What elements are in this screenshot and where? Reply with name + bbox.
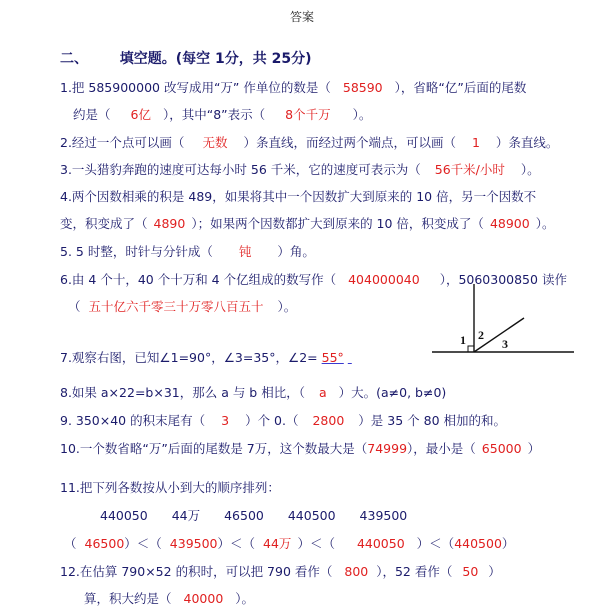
q10-answer-2: 65000	[481, 441, 522, 456]
q9-text-b: ）个 0.（	[245, 413, 299, 428]
q10-text-b: ），最小是（	[407, 441, 476, 456]
question-1-line-2	[73, 107, 371, 123]
q4-text-d: ）。	[535, 216, 555, 231]
q6-text-d: ）。	[277, 299, 297, 314]
q4-text-c: ）；如果两个因数都扩大到原来的 10 倍，积变成了（	[191, 216, 484, 231]
q9-answer-2: 2800	[312, 413, 345, 428]
question-10	[60, 441, 540, 457]
angle-label-3: 3	[502, 337, 508, 351]
q8-text-a: 8.如果 a×22=b×31，那么 a 与 b 相比，（	[60, 385, 305, 400]
q4-text-b: 变，积变成了（	[60, 216, 148, 231]
q2-answer-1: 无数	[202, 135, 228, 150]
q11-order-item: 440050	[356, 536, 405, 551]
angle-label-2: 2	[478, 328, 484, 342]
q11-order-answer: （ 46500）＜（ 439500）＜（ 44万 ）＜（ 440050 ）＜（440500）	[64, 536, 515, 551]
question-11	[60, 480, 280, 496]
q1-answer-3: 8个千万	[285, 107, 331, 122]
question-12-line-1	[60, 564, 501, 580]
right-angle-mark	[468, 346, 474, 352]
q6-text-c: （	[68, 299, 81, 314]
q1-answer-2: 6亿	[130, 107, 151, 122]
section-title: 填空题。(每空 1分，共 25分)	[119, 51, 312, 67]
q11-number: 440500	[287, 508, 336, 523]
q2-answer-2: 1	[471, 135, 480, 150]
q11-order-item: 46500	[84, 536, 125, 551]
q11-number-list	[100, 508, 407, 524]
q5-answer: 钝	[238, 244, 252, 259]
q3-text-a: 3.一头猎豹奔跑的速度可达每小时 56 千米，它的速度可表示为（	[60, 162, 421, 177]
q11-order-item: 440500	[454, 536, 502, 551]
q4-answer-2: 48900	[489, 216, 530, 231]
q6-text-a: 6.由 4 个十，40 个十万和 4 个亿组成的数写作（	[60, 272, 337, 287]
question-4-line-1	[60, 189, 536, 205]
q11-number: 44万	[171, 508, 201, 523]
q6-answer-1: 404000040	[348, 272, 420, 287]
q10-text-c: ）	[527, 441, 541, 456]
q12-text-d: 算，积大约是（	[84, 591, 172, 606]
q11-number: 46500	[224, 508, 264, 523]
q11-order-item: 439500	[169, 536, 218, 551]
question-6-line-2	[68, 299, 296, 315]
q9-answer-1: 3	[221, 413, 230, 428]
question-3	[60, 162, 540, 178]
q1-text-b: ），省略“亿”后面的尾数	[394, 80, 527, 95]
q8-text-b: ）大。(a≠0, b≠0)	[338, 385, 447, 400]
q11-text: 11.把下列各数按从小到大的顺序排列：	[60, 480, 280, 495]
q1-answer-1: 58590	[342, 80, 383, 95]
q3-answer: 56千米/小时	[434, 162, 505, 177]
q12-text-b: ），52 看作（	[376, 564, 453, 579]
q4-text-a: 4.两个因数相乘的积是 489，如果将其中一个因数扩大到原来的 10 倍，另一个因数不	[60, 189, 537, 204]
q11-number: 440050	[100, 508, 148, 523]
question-12-line-2	[84, 591, 254, 607]
q12-text-c: ）	[488, 564, 501, 579]
q5-text-b: ）角。	[277, 244, 315, 259]
q9-text-a: 9. 350×40 的积末尾有（	[60, 413, 206, 428]
q12-answer-2: 50	[462, 564, 479, 579]
q11-number: 439500	[359, 508, 408, 523]
q1-text-c: 约是（	[73, 107, 111, 122]
q7-text-a: 7.观察右图，已知∠1=90°，∠3=35°，∠2=	[60, 350, 318, 365]
q1-text-a: 1.把 585900000 改写成用“万” 作单位的数是（	[60, 80, 331, 95]
q3-text-b: ）。	[520, 162, 540, 177]
q8-answer: a	[318, 385, 327, 400]
question-5	[60, 244, 315, 260]
q12-text-a: 12.在估算 790×52 的积时，可以把 790 看作（	[60, 564, 333, 579]
section-heading	[60, 48, 312, 68]
question-2	[60, 135, 558, 151]
q5-text-a: 5. 5 时整，时针与分针成（	[60, 244, 213, 259]
q1-text-e: ）。	[352, 107, 372, 122]
q1-text-d: ），其中“8”表示（	[162, 107, 266, 122]
q2-text-b: ）条直线，而经过两个端点，可以画（	[243, 135, 456, 150]
question-9	[60, 413, 506, 429]
question-8	[60, 385, 446, 401]
q6-text-b: ），5060300850 读作	[439, 272, 567, 287]
question-4-line-2	[60, 216, 554, 232]
q9-text-c: ）是 35 个 80 相加的和。	[358, 413, 507, 428]
page-title: 答案	[290, 10, 315, 24]
q12-answer-3: 40000	[183, 591, 224, 606]
q11-order-item: 44万	[263, 536, 292, 551]
q10-answer-1: 74999	[367, 441, 408, 456]
q6-answer-2: 五十亿六千零三十万零八百五十	[88, 299, 264, 314]
q12-text-e: ）。	[235, 591, 255, 606]
q2-text-c: ）条直线。	[495, 135, 559, 150]
q10-text-a: 10.一个数省略“万”后面的尾数是 7万，这个数最大是（	[60, 441, 368, 456]
q12-answer-1: 800	[344, 564, 369, 579]
angle-label-1: 1	[460, 333, 466, 347]
angle-figure	[428, 282, 578, 362]
question-1-line-1	[60, 80, 526, 96]
question-7	[60, 350, 378, 366]
q4-answer-1: 4890	[153, 216, 186, 231]
q7-answer: 55°	[321, 350, 344, 365]
section-number: 二、	[60, 51, 88, 67]
q2-text-a: 2.经过一个点可以画（	[60, 135, 185, 150]
